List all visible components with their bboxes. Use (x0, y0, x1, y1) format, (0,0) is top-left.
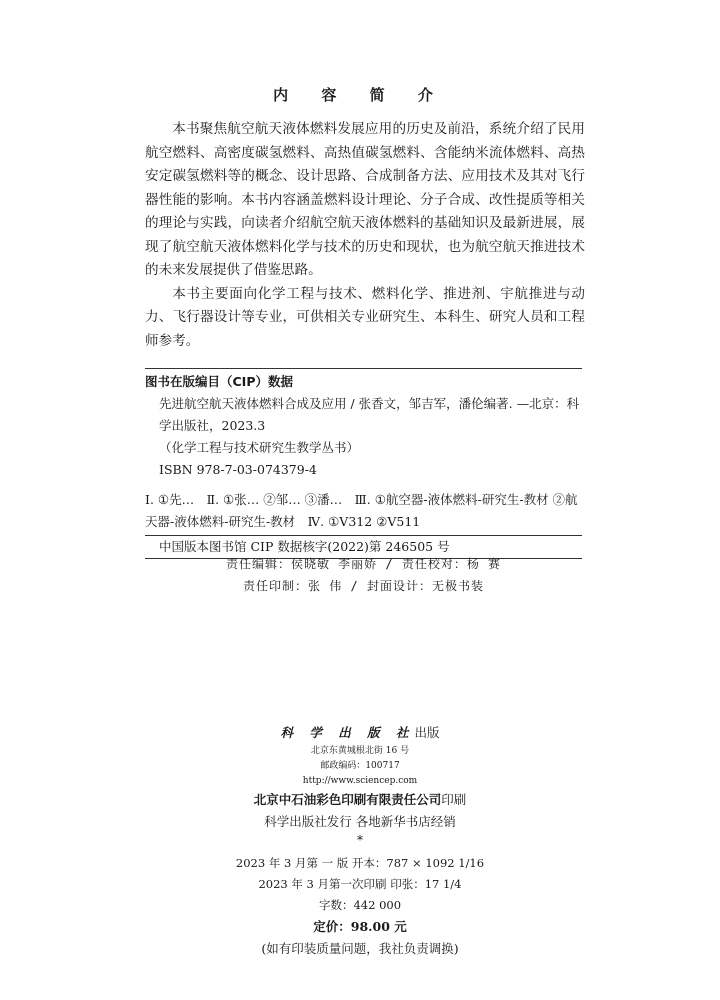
edition-line-2: 2023 年 3 月第一次印刷 印张：17 1/4 (258, 877, 462, 891)
cip-entry: 先进航空航天液体燃料合成及应用 / 张香文，邹吉军，潘伦编著. —北京：科学出版社，2023.3 (159, 396, 580, 433)
publisher-name: 科 学 出 版 社 (280, 725, 415, 740)
distribution-line: 科学出版社发行 各地新华书店经销 (264, 814, 456, 829)
quality-notice: (如有印装质量问题，我社负责调换) (261, 941, 459, 956)
cip-isbn: ISBN 978-7-03-074379-4 (159, 462, 317, 477)
cip-number: 中国版本图书馆 CIP 数据核字(2022)第 246505 号 (145, 535, 582, 558)
page-title: 内 容 简 介 (273, 86, 447, 104)
printer-name: 北京中石油彩色印刷有限责任公司 (253, 792, 442, 807)
publisher-website: http://www.sciencep.com (302, 776, 418, 786)
edition-line-1: 2023 年 3 月第 一 版 开本：787 × 1092 1/16 (235, 856, 485, 870)
cip-data-block (145, 368, 582, 559)
printer-line (0, 789, 720, 811)
publisher-line (0, 722, 720, 744)
credits-line-1: 责任编辑：侯晓敏 李丽娇 / 责任校对：杨 赛 (225, 557, 502, 571)
book-introduction (145, 118, 585, 353)
intro-paragraph-2: 本书主要面向化学工程与技术、燃料化学、推进剂、宇航推进与动力、飞行器设计等专业，可供相关专业研究生、本科生、研究人员和工程师参考。 (145, 285, 585, 349)
publisher-postcode: 邮政编码：100717 (320, 761, 400, 771)
publisher-suffix: 出版 (414, 725, 440, 740)
printer-suffix: 印刷 (441, 792, 467, 807)
price: 定价：98.00 元 (313, 919, 407, 934)
intro-paragraph-1: 本书聚焦航空航天液体燃料发展应用的历史及前沿，系统介绍了民用航空燃料、高密度碳氢燃料、高热值碳氢燃料、含能纳米流体燃料、高热安定碳氢燃料等的概念、设计思路、合成制备方法、应用技术及其对飞行器性能的影响。本书内容涵盖燃料设计理论、分子合成、改性提质等相关的理论与实践，向读者介绍航空航天液体燃料的基础知识及最新进展，展现了航空航天液体燃料化学与技术的历史和现状，也为航空航天推进技术的未来发展提供了借鉴思路。 (145, 121, 585, 278)
cip-heading: 图书在版编目（CIP）数据 (145, 374, 293, 389)
publisher-address: 北京东黄城根北街 16 号 (310, 746, 410, 756)
separator-star: * (357, 833, 363, 847)
publishing-info (0, 722, 720, 960)
cip-classification: Ⅰ. ①先… Ⅱ. ①张… ②邹… ③潘… Ⅲ. ①航空器-液体燃料-研究生-教材 ②航天器-液体燃料-研究生-教材 Ⅳ. ①V312 ②V511 (145, 492, 578, 529)
editorial-credits (145, 553, 582, 597)
credits-line-2: 责任印制：张 伟 / 封面设计：无极书装 (243, 579, 484, 593)
word-count: 字数：442 000 (318, 898, 402, 912)
cip-series: （化学工程与技术研究生教学丛书） (159, 440, 360, 455)
